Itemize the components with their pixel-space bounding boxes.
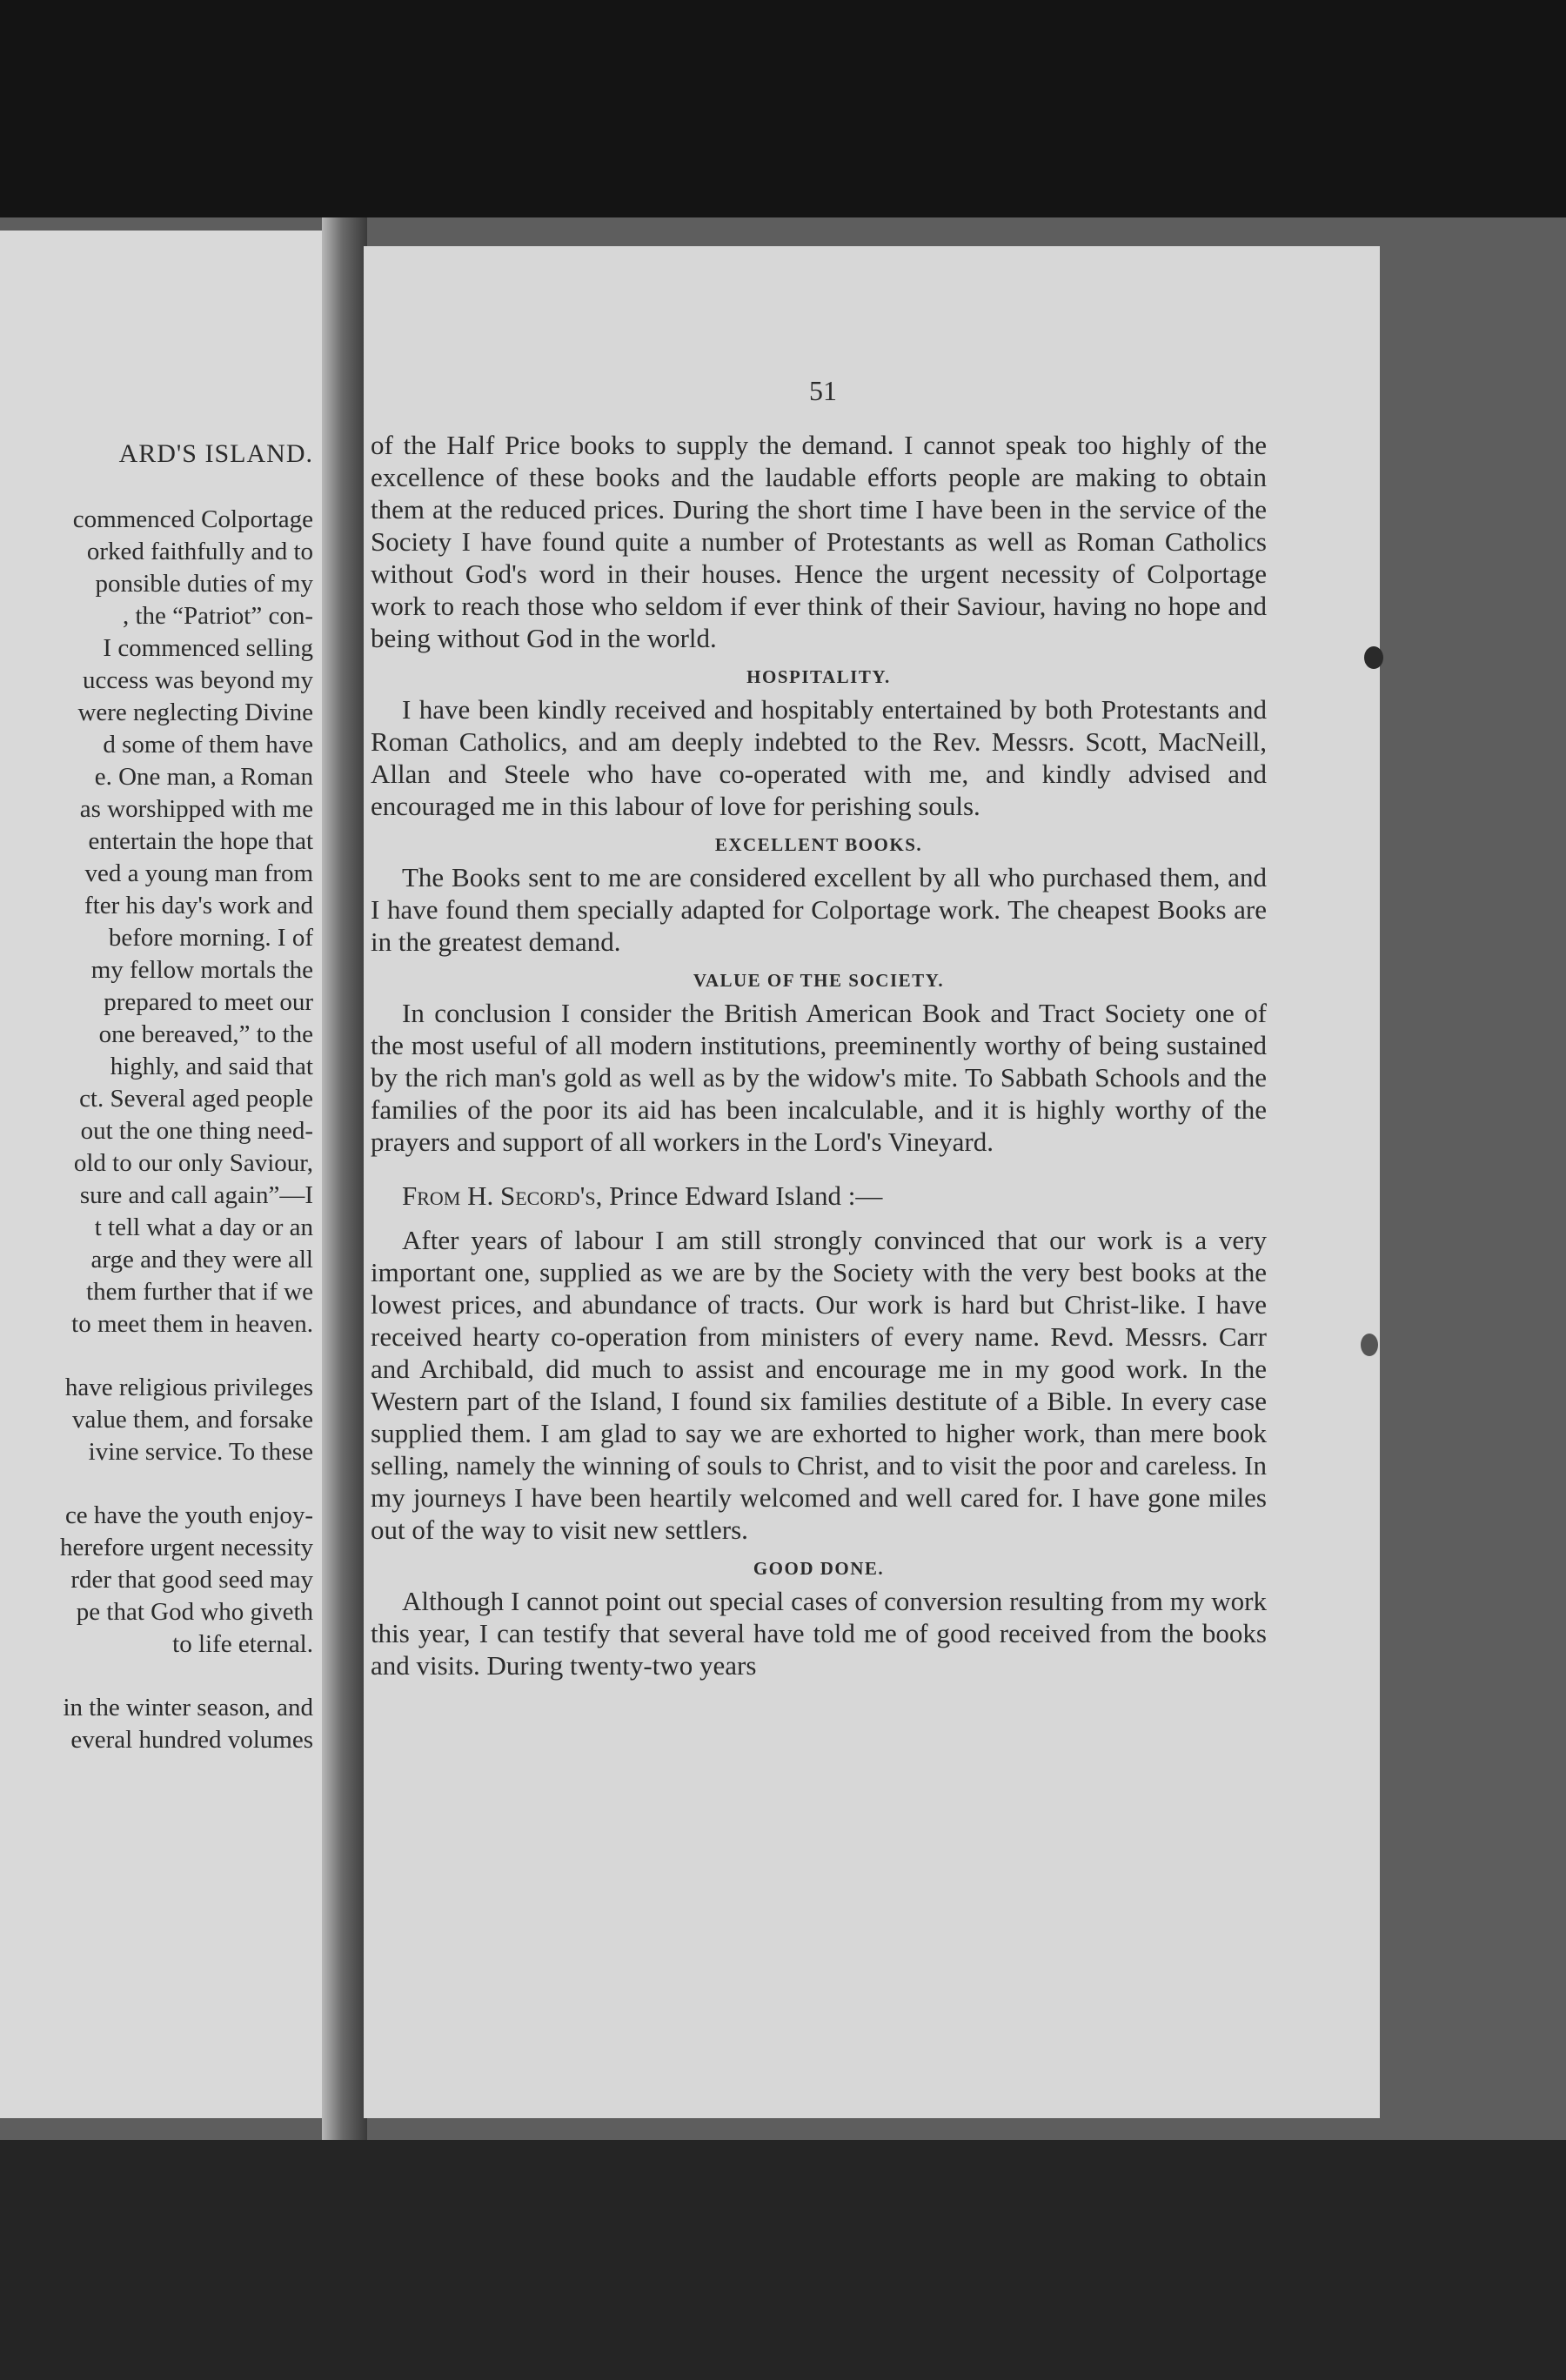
left-page-line: I commenced selling [103,634,313,662]
left-page-line: to life eternal. [172,1630,313,1658]
left-page-line: arge and they were all [90,1246,313,1274]
page-number: 51 [809,375,837,406]
left-page-line: t tell what a day or an [94,1213,313,1241]
left-lines-group2 [0,1372,313,1468]
left-page-line: , the “Patriot” con- [122,602,313,630]
scanner-background-top [0,0,1566,217]
left-page-line: out the one thing need- [80,1117,313,1145]
left-page-line: ivine service. To these [88,1438,313,1466]
left-page-line: herefore urgent necessity [60,1534,313,1561]
left-page-line: ved a young man from [84,859,313,887]
left-page-line: ce have the youth enjoy- [64,1501,313,1529]
left-lines-group1 [0,504,313,1340]
left-page-text [0,439,313,1756]
report-source-place: Prince Edward Island :— [609,1180,883,1211]
heading-good-done: GOOD DONE. [753,1558,885,1579]
paragraph-hospitality: I have been kindly received and hospitably entertained by both Protestants and Roman Catholics, and am deeply indebted to the Rev. Messrs. Scott, MacNeill, Allan and Steele who have co-operated with me, and kindly advised and encouraged me in this labour of love for perishing souls. [371,694,1267,821]
left-page-line: before morning. I of [108,924,313,952]
paragraph-value-of-society: In conclusion I consider the British American Book and Tract Society one of the most useful of all modern institutions, preeminently worthy of being sustained by the rich man's gold as well as by the widow's mite. To Sabbath Schools and the families of the poor its aid has been incalculable, and it is highly worthy of the prayers and support of all workers in the Lord's Vineyard. [371,998,1267,1157]
left-page [0,231,329,2118]
left-page-line: d some of them have [103,731,313,759]
left-page-line: one bereaved,” to the [98,1020,313,1048]
left-page-line: prepared to meet our [104,988,313,1016]
left-lines-group4 [0,1692,313,1756]
binding-hole-mark [1364,646,1383,669]
report-source-name: From H. Secord's, [402,1180,603,1211]
left-page-line: ponsible duties of my [95,570,313,598]
paragraph-intro: of the Half Price books to supply the demand. I cannot speak too highly of the excellence of these books and the laudable efforts people are making to obtain them at the reduced prices. During the short time I have been in the service of the Society I have found quite a number of Protestants as well as Roman Catholics without God's word in their houses. Hence the urgent necessity of Colportage work to reach those who seldom if ever think of their Saviour, having no hope and being without God in the world. [371,430,1267,653]
left-page-line: e. One man, a Roman [94,763,313,791]
left-page-line: commenced Colportage [72,505,313,533]
left-page-line: my fellow mortals the [90,956,313,984]
left-page-line: entertain the hope that [88,827,313,855]
left-page-line: uccess was beyond my [83,666,313,694]
left-page-line: as worshipped with me [79,795,313,823]
right-page [364,246,1380,2118]
left-page-line: sure and call again”—I [79,1181,313,1209]
left-page-line: to meet them in heaven. [71,1310,313,1338]
left-page-line: orked faithfully and to [86,538,313,565]
right-page-text [371,429,1267,1681]
left-page-line: highly, and said that [110,1053,313,1080]
paragraph-good-done: Although I cannot point out special cases of conversion resulting from my work this year, I can testify that several have told me of good received from the books and visits. During twenty-two years [371,1586,1267,1681]
left-page-line: pe that God who giveth [76,1598,313,1626]
heading-hospitality: HOSPITALITY. [746,666,891,687]
paragraph-secord: After years of labour I am still strongly convinced that our work is a very important one, supplied as we are by the Society with the very best books at the lowest prices, and abundance of tracts. Our work is hard but Christ-like. I have received hearty co-operation from ministers of every name. Revd. Messrs. Carr and Archibald, did much to assist and encourage me in my good work. In the Western part of the Island, I found six families destitute of a Bible. In every case supplied them. I am glad to say we are exhorted to higher work, than mere book selling, namely the winning of souls to Christ, and to visit the poor and careless. In my journeys I have been heartily welcomed and well cared for. I have gone miles out of the way to visit new settlers. [371,1225,1267,1545]
left-page-line: old to our only Saviour, [73,1149,313,1177]
paragraph-excellent-books: The Books sent to me are considered excellent by all who purchased them, and I have found them specially adapted for Colportage work. The cheapest Books are in the greatest demand. [371,862,1267,957]
scanner-background-bottom [0,2140,1566,2380]
heading-value-of-society: VALUE OF THE SOCIETY. [693,970,945,991]
left-lines-group3 [0,1500,313,1661]
left-page-line: in the winter season, and [63,1694,313,1721]
left-page-line: ct. Several aged people [79,1085,313,1113]
left-page-line: everal hundred volumes [70,1726,313,1754]
left-page-line: them further that if we [86,1278,313,1306]
left-page-line: value them, and forsake [71,1406,313,1434]
book-gutter-shadow [322,217,367,2140]
report-source-line [402,1180,1267,1212]
left-page-line: fter his day's work and [84,892,313,919]
binding-hole-mark [1361,1334,1378,1356]
heading-excellent-books: EXCELLENT BOOKS. [714,834,923,855]
left-page-line: were neglecting Divine [77,699,313,726]
left-page-line: have religious privileges [64,1374,313,1401]
left-page-line: rder that good seed may [70,1566,313,1594]
left-page-heading: ARD'S ISLAND. [118,439,313,468]
